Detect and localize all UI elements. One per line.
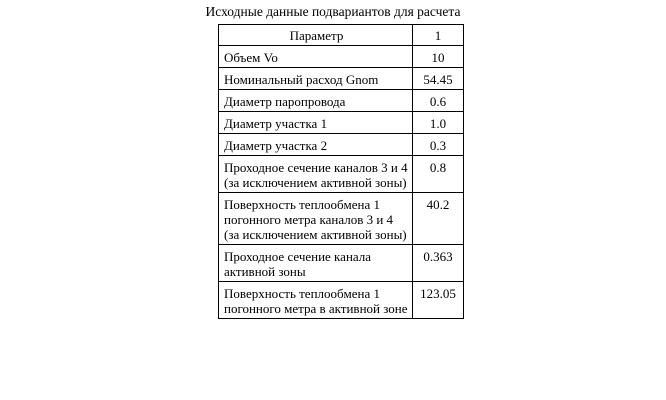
param-value-cell: 0.3 xyxy=(413,134,464,156)
param-name-cell: Проходное сечение каналов 3 и 4 (за исключением активной зоны) xyxy=(219,156,413,193)
table-row xyxy=(219,46,464,68)
param-value-cell: 54.45 xyxy=(413,68,464,90)
param-name-cell: Диаметр участка 2 xyxy=(219,134,413,156)
table-row xyxy=(219,90,464,112)
param-name-cell: Объем Vo xyxy=(219,46,413,68)
table-row xyxy=(219,156,464,193)
table-row xyxy=(219,245,464,282)
param-value-cell: 10 xyxy=(413,46,464,68)
table-caption: Исходные данные подвариантов для расчета xyxy=(205,4,461,19)
param-name-cell: Поверхность теплообмена 1 погонного метра каналов 3 и 4 (за исключением активной зоны) xyxy=(219,193,413,245)
table-row xyxy=(219,193,464,245)
table-header-row xyxy=(219,25,464,46)
table-row xyxy=(219,134,464,156)
param-name-cell: Проходное сечение канала активной зоны xyxy=(219,245,413,282)
param-name-cell: Диаметр участка 1 xyxy=(219,112,413,134)
param-name-cell: Диаметр паропровода xyxy=(219,90,413,112)
param-value-cell: 0.6 xyxy=(413,90,464,112)
header-param-cell: Параметр xyxy=(219,25,413,46)
parameters-table xyxy=(218,24,464,319)
param-name-cell: Поверхность теплообмена 1 погонного метра в активной зоне xyxy=(219,282,413,319)
param-value-cell: 123.05 xyxy=(413,282,464,319)
param-value-cell: 1.0 xyxy=(413,112,464,134)
header-value-cell: 1 xyxy=(413,25,464,46)
param-name-cell: Номинальный расход Gnom xyxy=(219,68,413,90)
param-value-cell: 0.8 xyxy=(413,156,464,193)
param-value-cell: 0.363 xyxy=(413,245,464,282)
param-value-cell: 40.2 xyxy=(413,193,464,245)
table-row xyxy=(219,282,464,319)
table-row xyxy=(219,68,464,90)
table-row xyxy=(219,112,464,134)
